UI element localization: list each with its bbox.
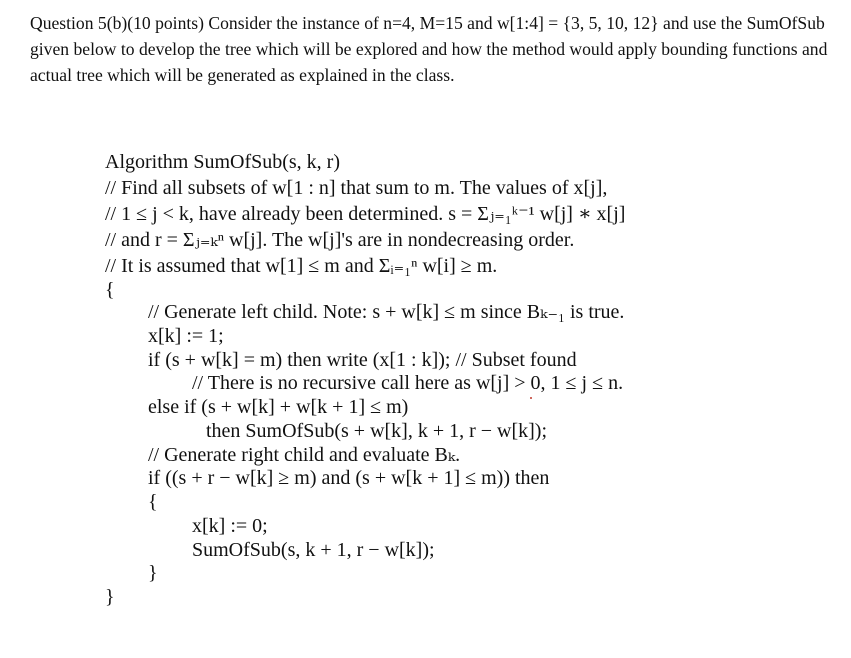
line-text: // Find all subsets of w[1 : n] that sum to m. The values of x[j],: [105, 177, 608, 199]
line-text: if (s + w[k] = m) then write (x[1 : k]); // Subset found: [148, 349, 577, 371]
line-text: Algorithm SumOfSub(s, k, r): [105, 151, 340, 173]
line-text: // 1 ≤ j < k, have already been determined. s = Σⱼ₌₁ᵏ⁻¹ w[j] ∗ x[j]: [105, 203, 626, 225]
line-text: // There is no recursive call here as w[j] > 0, 1 ≤ j ≤ n.: [192, 372, 624, 394]
line-text: }: [105, 586, 115, 608]
line-text: {: [105, 279, 115, 301]
question-text: Question 5(b)(10 points) Consider the instance of n=4, M=15 and w[1:4] = {3, 5, 10, 12} and use the SumOfSub given below to develop the tree which will be explored and how the method would apply bounding functions and actual tree which will be generated as explained in the class.: [30, 13, 828, 85]
line-text: if ((s + r − w[k] ≥ m) and (s + w[k + 1] ≤ m)) then: [148, 467, 550, 489]
line-text: SumOfSub(s, k + 1, r − w[k]);: [192, 539, 435, 561]
line-text: // It is assumed that w[1] ≤ m and Σᵢ₌₁ⁿ w[i] ≥ m.: [105, 255, 498, 277]
line-text: x[k] := 1;: [148, 325, 224, 347]
line-text: // and r = Σⱼ₌ₖⁿ w[j]. The w[j]'s are in nondecreasing order.: [105, 229, 575, 251]
stray-mark: [530, 397, 532, 399]
line-text: x[k] := 0;: [192, 515, 268, 537]
line-text: // Generate left child. Note: s + w[k] ≤ m since Bₖ₋₁ is true.: [148, 301, 625, 323]
line-text: }: [148, 562, 158, 584]
line-text: // Generate right child and evaluate Bₖ.: [148, 444, 461, 466]
line-text: then SumOfSub(s + w[k], k + 1, r − w[k]);: [206, 420, 548, 442]
line-text: else if (s + w[k] + w[k + 1] ≤ m): [148, 396, 409, 418]
line-text: {: [148, 491, 158, 513]
